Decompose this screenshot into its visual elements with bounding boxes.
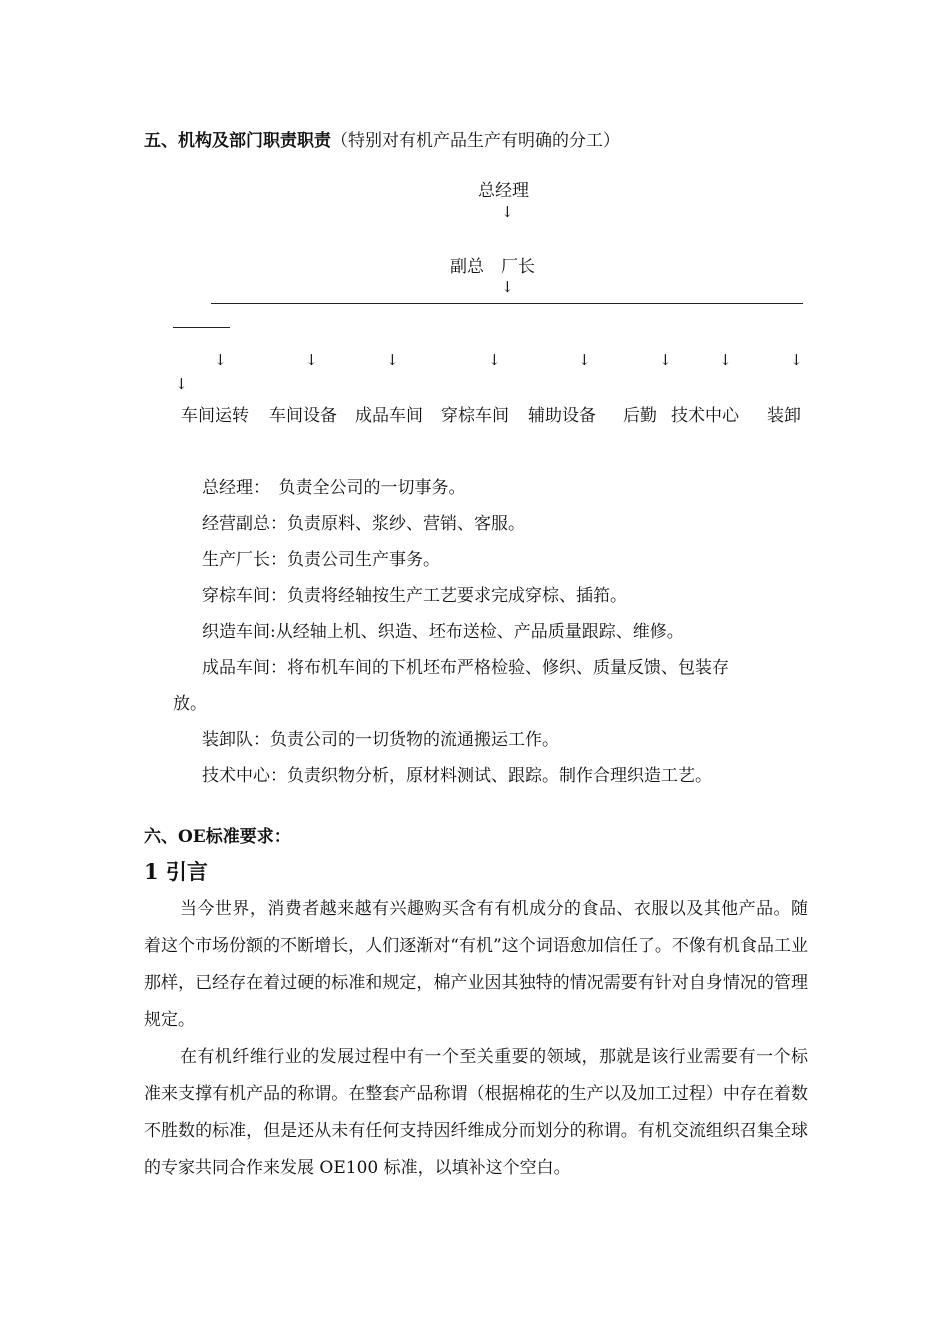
duty-line: 总经理： 负责全公司的一切事务。 <box>202 478 466 498</box>
org-branch-line-wrap <box>173 327 230 328</box>
duty-line: 技术中心：负责织物分析，原材料测试、跟踪。制作合理织造工艺。 <box>202 766 712 786</box>
duty-line: 穿棕车间：负责将经轴按生产工艺要求完成穿棕、插筘。 <box>202 586 627 606</box>
org-arrow-down: ↓ <box>214 351 227 369</box>
org-arrow-down: ↓ <box>578 351 591 369</box>
duty-line: 成品车间：将布机车间的下机坯布严格检验、修织、质量反馈、包装存 <box>202 658 729 678</box>
org-arrow-down: ↓ <box>501 278 514 296</box>
duty-line: 织造车间:从经轴上机、织造、坯布送检、产品质量跟踪、维修。 <box>202 622 684 642</box>
dept-label: 装卸 <box>767 406 801 426</box>
intro-paragraph: 当今世界，消费者越来越有兴趣购买含有有机成分的食品、衣服以及其他产品。随着这个市场份额的不断增长，人们逐渐对“有机”这个词语愈加信任了。不像有机食品工业那样，已经存在着过硬的标准和规定，棉产业因其独特的情况需要有针对自身情况的管理规定。 <box>144 899 808 1030</box>
org-arrow-down: ↓ <box>501 203 514 221</box>
org-branch-line <box>211 303 803 304</box>
dept-label: 技术中心 <box>671 406 739 426</box>
duty-line: 装卸队：负责公司的一切货物的流通搬运工作。 <box>202 730 559 750</box>
org-second-node: 副总 厂长 <box>450 257 535 277</box>
duty-line: 经营副总：负责原料、浆纱、营销、客服。 <box>202 514 525 534</box>
section5-heading-note: （特别对有机产品生产有明确的分工） <box>331 131 620 151</box>
intro-paragraph: 在有机纤维行业的发展过程中有一个至关重要的领域，那就是该行业需要有一个标准来支撑有机产品的称谓。在整套产品称谓（根据棉花的生产以及加工过程）中存在着数不胜数的标准，但是还从未有任何支持因纤维成分而划分的称谓。有机交流组织召集全球的专家共同合作来发展 OE100 标准，以填补这个空白。 <box>144 1047 808 1178</box>
org-arrow-down: ↓ <box>488 351 501 369</box>
org-arrow-down: ↓ <box>719 351 732 369</box>
duty-line: 放。 <box>173 694 207 714</box>
org-top-node: 总经理 <box>478 181 529 201</box>
dept-label: 辅助设备 <box>528 406 596 426</box>
duty-line: 生产厂长：负责公司生产事务。 <box>202 550 440 570</box>
dept-label: 成品车间 <box>355 406 423 426</box>
dept-label: 车间运转 <box>181 406 249 426</box>
dept-label: 穿棕车间 <box>441 406 509 426</box>
section5-heading <box>144 126 620 151</box>
org-arrow-down: ↓ <box>175 375 188 393</box>
dept-label: 车间设备 <box>269 406 337 426</box>
dept-label: 后勤 <box>623 406 657 426</box>
org-arrow-down: ↓ <box>386 351 399 369</box>
org-arrow-down: ↓ <box>659 351 672 369</box>
org-arrow-down: ↓ <box>305 351 318 369</box>
intro-heading: 1 引言 <box>144 859 208 884</box>
section5-heading-bold: 五、机构及部门职责职责 <box>144 131 331 151</box>
section6-heading: 六、OE标准要求： <box>144 827 291 847</box>
org-arrow-down: ↓ <box>790 351 803 369</box>
